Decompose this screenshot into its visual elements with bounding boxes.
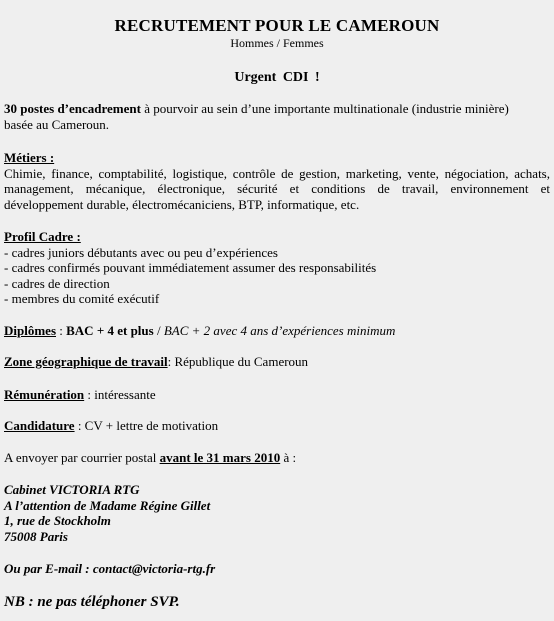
remuneration-value: : intéressante bbox=[84, 387, 156, 402]
diplomes-slash: / bbox=[153, 323, 164, 338]
diplomes-separator: : bbox=[56, 323, 67, 338]
profil-item: - cadres de direction bbox=[4, 275, 110, 291]
email-text: Ou par E-mail : contact@victoria-rtg.fr bbox=[4, 561, 216, 576]
envoi-prefix: A envoyer par courrier postal bbox=[4, 450, 160, 465]
diplomes-line bbox=[4, 323, 550, 339]
address-line: Cabinet VICTORIA RTG bbox=[4, 482, 140, 497]
zone-label: Zone géographique de travail bbox=[4, 354, 168, 369]
intro-paragraph bbox=[4, 101, 550, 132]
zone-value: : République du Cameroun bbox=[167, 354, 309, 369]
envoi-line bbox=[4, 450, 550, 466]
metiers-section bbox=[4, 150, 550, 212]
intro-bold: 30 postes d’encadrement bbox=[4, 101, 141, 116]
metiers-heading: Métiers : bbox=[4, 150, 55, 165]
urgent-heading: Urgent CDI ! bbox=[234, 70, 320, 85]
profil-section bbox=[4, 229, 550, 307]
page-title: RECRUTEMENT POUR LE CAMEROUN bbox=[114, 16, 440, 35]
remuneration-line bbox=[4, 387, 550, 403]
candidature-line bbox=[4, 418, 550, 434]
nb-line bbox=[4, 593, 550, 611]
address-line: A l’attention de Madame Régine Gillet bbox=[4, 497, 211, 513]
page-subtitle: Hommes / Femmes bbox=[230, 36, 324, 50]
postal-address bbox=[4, 482, 550, 544]
intro-text: à pourvoir au sein d’une importante multinationale (industrie minière) bbox=[140, 101, 509, 116]
envoi-deadline: avant le 31 mars 2010 bbox=[159, 450, 281, 465]
profil-heading: Profil Cadre : bbox=[4, 229, 81, 244]
address-line: 1, rue de Stockholm bbox=[4, 513, 111, 528]
remuneration-label: Rémunération bbox=[4, 387, 85, 402]
address-line: 75008 Paris bbox=[4, 528, 68, 544]
email-line bbox=[4, 561, 550, 577]
diplomes-alt-value: BAC + 2 avec 4 ans d’expériences minimum bbox=[163, 323, 396, 338]
metiers-text: Chimie, finance, comptabilité, logistique, contrôle de gestion, marketing, vente, négociation, achats, management, mécanique, électronique, sécurité et conditions de travail, environnement et développement durable, électromécaniciens, BTP, informatique, etc. bbox=[4, 165, 550, 212]
diplomes-label: Diplômes bbox=[4, 323, 56, 338]
candidature-label: Candidature bbox=[4, 418, 75, 433]
nb-text: NB : ne pas téléphoner SVP. bbox=[4, 594, 180, 610]
candidature-value: : CV + lettre de motivation bbox=[74, 418, 219, 433]
envoi-suffix: à : bbox=[280, 450, 297, 465]
diplomes-value: BAC + 4 et plus bbox=[66, 323, 154, 338]
profil-item: - cadres juniors débutants avec ou peu d’expériences bbox=[4, 244, 278, 260]
profil-item: - membres du comité exécutif bbox=[4, 291, 160, 306]
zone-line bbox=[4, 354, 550, 370]
intro-line2: basée au Cameroun. bbox=[4, 116, 110, 132]
profil-item: - cadres confirmés pouvant immédiatement assumer des responsabilités bbox=[4, 260, 377, 275]
